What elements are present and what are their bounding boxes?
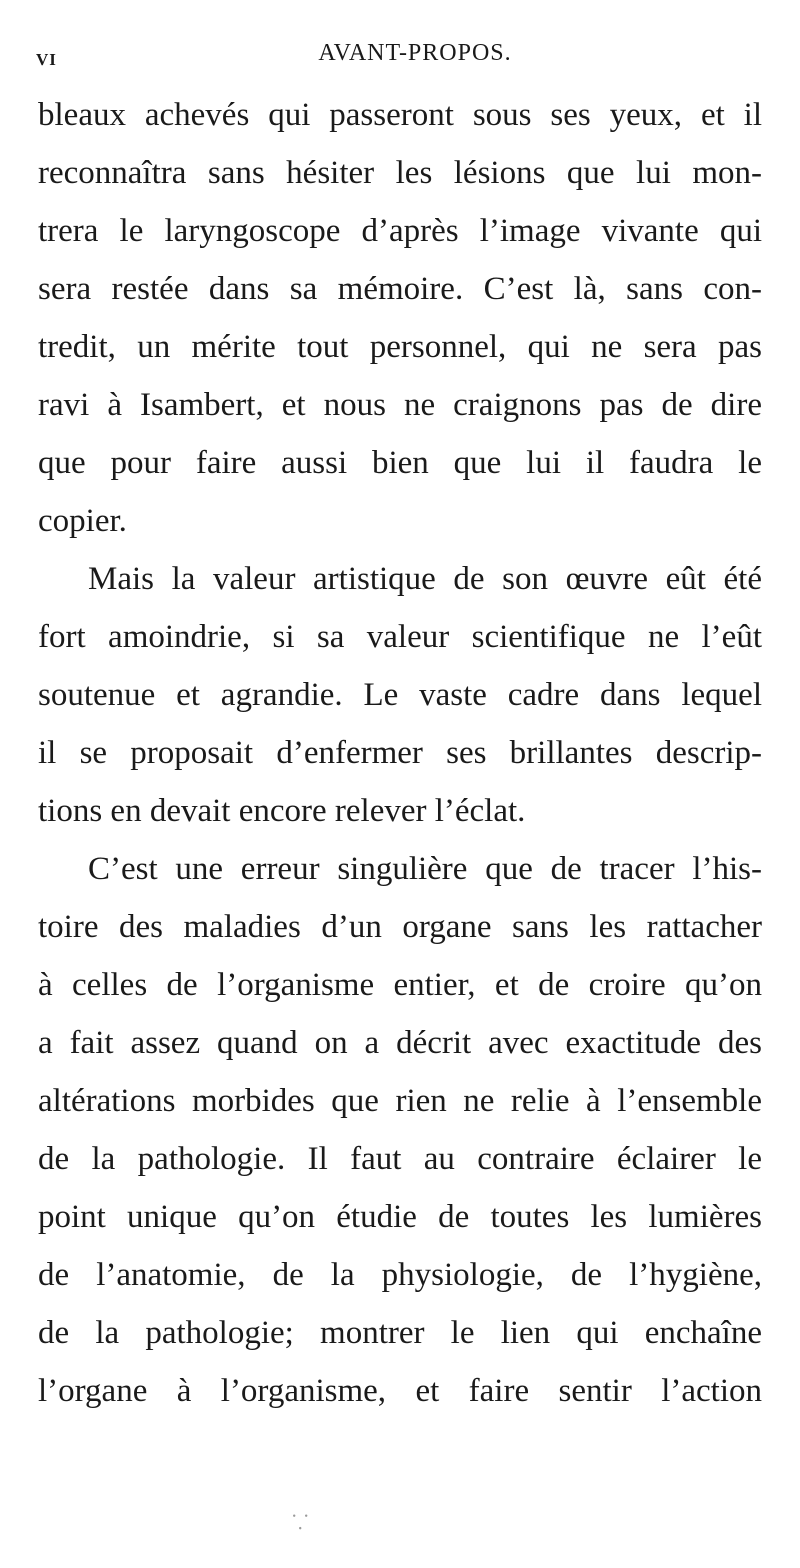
text-line: il se proposait d’enfermer ses brillantes descrip-	[38, 735, 762, 771]
page-number: VI	[36, 50, 57, 69]
text-line: l’organe à l’organisme, et faire sentir l’action	[38, 1373, 762, 1409]
text-line: que pour faire aussi bien que lui il faudra le	[38, 445, 762, 481]
text-line: point unique qu’on étudie de toutes les lumières	[38, 1199, 762, 1235]
text-line: tions en devait encore relever l’éclat.	[38, 793, 526, 829]
text-line: soutenue et agrandie. Le vaste cadre dans lequel	[38, 677, 762, 713]
running-head: AVANT-PROPOS.	[318, 40, 512, 66]
stain-mark: ⸪	[292, 1512, 309, 1534]
text-line: sera restée dans sa mémoire. C’est là, sans con-	[38, 271, 762, 307]
page-header	[0, 38, 800, 74]
text-line: toire des maladies d’un organe sans les rattacher	[38, 909, 762, 945]
text-line: à celles de l’organisme entier, et de croire qu’on	[38, 967, 762, 1003]
text-line: de l’anatomie, de la physiologie, de l’hygiène,	[38, 1257, 762, 1293]
text-line: trera le laryngoscope d’après l’image vivante qui	[38, 213, 762, 249]
text-line: Mais la valeur artistique de son œuvre eût été	[88, 561, 762, 597]
text-line: a fait assez quand on a décrit avec exactitude des	[38, 1025, 762, 1061]
text-line: ravi à Isambert, et nous ne craignons pas de dire	[38, 387, 762, 423]
text-line: reconnaîtra sans hésiter les lésions que lui mon-	[38, 155, 762, 191]
text-line: altérations morbides que rien ne relie à l’ensemble	[38, 1083, 762, 1119]
text-line: fort amoindrie, si sa valeur scientifique ne l’eût	[38, 619, 762, 655]
text-line: copier.	[38, 503, 127, 539]
text-line: de la pathologie; montrer le lien qui enchaîne	[38, 1315, 762, 1351]
text-line: bleaux achevés qui passeront sous ses yeux, et il	[38, 97, 762, 133]
body-text	[38, 86, 762, 1420]
text-line: de la pathologie. Il faut au contraire éclairer le	[38, 1141, 762, 1177]
text-line: C’est une erreur singulière que de tracer l’his-	[88, 851, 762, 887]
text-line: tredit, un mérite tout personnel, qui ne sera pas	[38, 329, 762, 365]
